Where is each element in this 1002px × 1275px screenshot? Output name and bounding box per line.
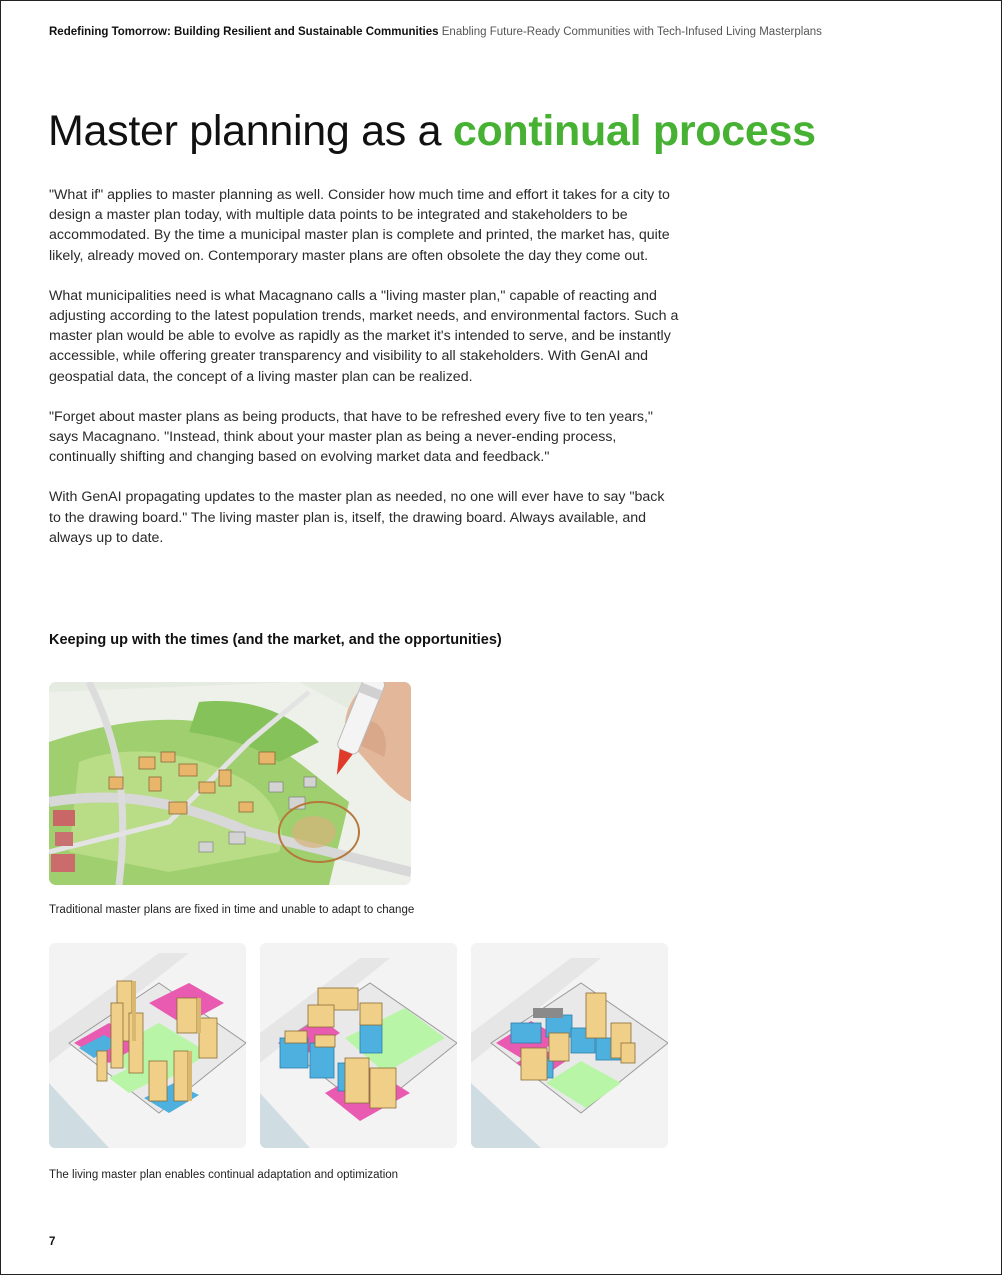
- isometric-block-model-illustration: [260, 943, 457, 1148]
- map-with-marker-illustration: [49, 682, 411, 885]
- running-header: [49, 26, 822, 38]
- body-text: [49, 185, 679, 568]
- section-subheading: Keeping up with the times (and the market, and the opportunities): [49, 632, 502, 648]
- figure-caption: Traditional master plans are fixed in time and unable to adapt to change: [49, 904, 415, 916]
- paragraph: "Forget about master plans as being products, that have to be refreshed every five to ten years," says Macagnano. "Instead, think about your master plan as being a never-ending process, continually shifting and changing based on evolving market data and feedback.": [49, 408, 653, 466]
- isometric-block-model-illustration: [49, 943, 246, 1148]
- title-plain: Master planning as a: [48, 107, 453, 155]
- isometric-block-model-illustration: [471, 943, 668, 1148]
- page-number: 7: [49, 1236, 56, 1248]
- paragraph: "What if" applies to master planning as well. Consider how much time and effort it takes for a city to design a master plan today, with multiple data points to be integrated and stakeholders to be accommodated. By the time a municipal master plan is complete and printed, the market has, quite likely, already moved on. Contemporary master plans are often obsolete the day they come out.: [49, 187, 670, 264]
- report-subtitle: Enabling Future-Ready Communities with Tech-Infused Living Masterplans: [441, 26, 822, 38]
- paragraph: With GenAI propagating updates to the master plan as needed, no one will ever have to say "back to the drawing board." The living master plan is, itself, the drawing board. Always available, and always up to date.: [49, 489, 665, 546]
- page-title: [48, 107, 816, 156]
- report-title: Redefining Tomorrow: Building Resilient and Sustainable Communities: [49, 26, 439, 38]
- figure-caption: The living master plan enables continual adaptation and optimization: [49, 1169, 399, 1181]
- title-accent: continual process: [452, 107, 816, 155]
- paragraph: What municipalities need is what Macagnano calls a "living master plan," capable of reacting and adjusting according to the latest population trends, market needs, and environmental factors. Such a master plan would be able to evolve as rapidly as the market it's intended to serve, and be instantly accessible, while offering greater transparency and visibility to all stakeholders. With GenAI and geospatial data, the concept of a living master plan can be realized.: [49, 287, 679, 385]
